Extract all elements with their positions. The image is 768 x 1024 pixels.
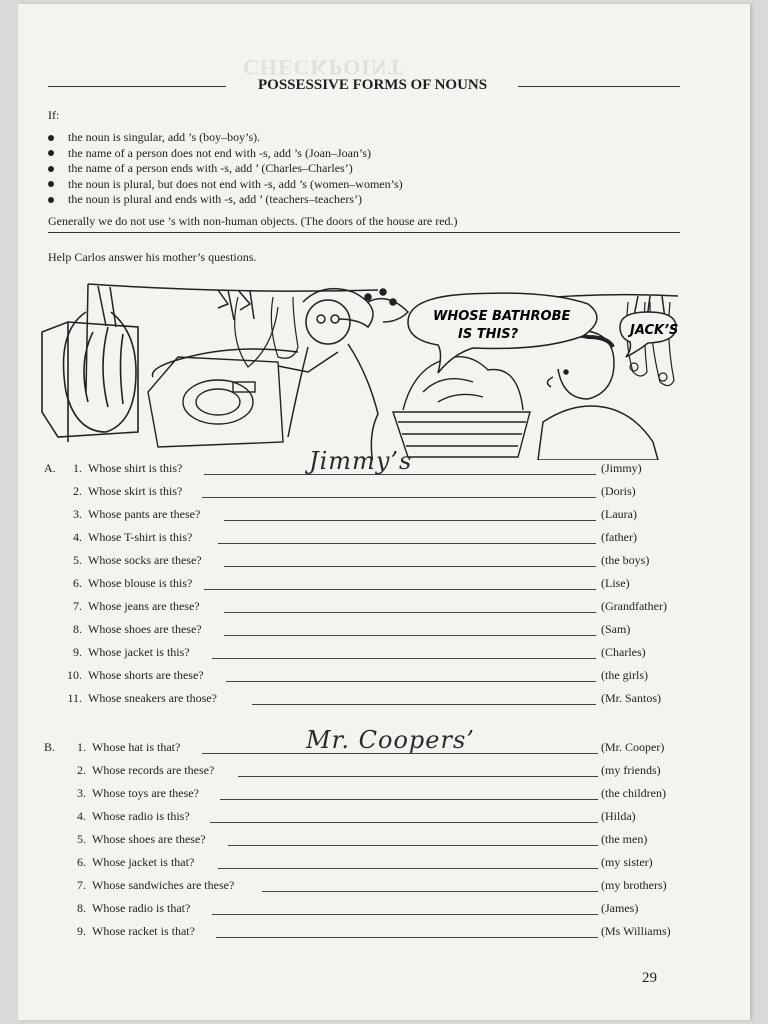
page-number: 29	[642, 970, 657, 986]
question-text: Whose jeans are these?	[88, 599, 200, 613]
hint-text: (Mr. Santos)	[601, 691, 661, 705]
dryer	[148, 357, 283, 447]
worksheet-page	[18, 4, 750, 1020]
section-a-item-3: 3. Whose pants are these? (Laura)	[73, 507, 637, 521]
title-rule-right	[518, 86, 680, 87]
answer-line[interactable]	[228, 845, 598, 846]
section-b-item-7: 7. Whose sandwiches are these? (my brothers)	[77, 878, 667, 892]
section-a-item-6: 6. Whose blouse is this? (Lise)	[73, 576, 630, 590]
question-text: Whose T-shirt is this?	[88, 530, 193, 544]
hint-text: (Lise)	[601, 576, 630, 590]
title-rule-left	[48, 86, 226, 87]
page-title: POSSESSIVE FORMS OF NOUNS	[258, 77, 488, 93]
answer-line[interactable]	[226, 681, 596, 682]
section-a-item-11: 11. Whose sneakers are those? (Mr. Santos)	[67, 691, 661, 705]
answer-line[interactable]	[262, 891, 598, 892]
hint-text: (the girls)	[601, 668, 648, 682]
carlos-figure	[538, 330, 658, 460]
answer-line[interactable]	[216, 937, 598, 938]
question-text: Whose sneakers are those?	[88, 691, 217, 705]
laundry-illustration	[38, 272, 678, 460]
hint-text: (the men)	[601, 832, 648, 846]
mother-figure	[152, 289, 408, 460]
hint-text: (my sister)	[601, 855, 653, 869]
question-text: Whose jacket is this?	[88, 645, 190, 659]
answer-line[interactable]	[224, 520, 596, 521]
section-b-item-2: 2. Whose records are these? (my friends)	[77, 763, 661, 777]
instruction-text: Help Carlos answer his mother’s questions.	[48, 250, 257, 264]
section-b-item-9: 9. Whose racket is that? (Ms Williams)	[77, 924, 671, 938]
question-text: Whose shirt is this?	[88, 461, 183, 475]
hint-text: (Hilda)	[601, 809, 636, 823]
hint-text: (Mr. Cooper)	[601, 740, 665, 754]
hint-text: (Laura)	[601, 507, 637, 521]
question-text: Whose skirt is this?	[88, 484, 183, 498]
question-text: Whose pants are these?	[88, 507, 201, 521]
answer-line[interactable]	[224, 635, 596, 636]
handwritten-answer: Mr. Coopers’	[306, 726, 475, 754]
answer-line[interactable]	[220, 799, 598, 800]
hint-text: (Grandfather)	[601, 599, 667, 613]
rule-item: the name of a person ends with -s, add ’ (Charles–Charles’)	[48, 161, 403, 177]
rules-list	[48, 130, 403, 208]
question-text: Whose socks are these?	[88, 553, 202, 567]
bullet-icon	[48, 166, 54, 172]
answer-line[interactable]	[252, 704, 596, 705]
laundry-basket	[393, 357, 530, 457]
question-text: Whose jacket is that?	[92, 855, 195, 869]
section-a-item-7: 7. Whose jeans are these? (Grandfather)	[73, 599, 667, 613]
answer-line[interactable]	[218, 868, 598, 869]
hint-text: (my brothers)	[601, 878, 667, 892]
section-a-item-10: 10. Whose shorts are these? (the girls)	[67, 668, 648, 682]
answer-line[interactable]	[218, 543, 596, 544]
washing-machine	[42, 312, 138, 442]
section-a-label: A.	[44, 461, 56, 475]
question-text: Whose blouse is this?	[88, 576, 193, 590]
section-b-item-4: 4. Whose radio is this? (Hilda)	[77, 809, 636, 823]
title-row	[48, 77, 680, 99]
speech-line-2: IS THIS?	[458, 327, 519, 342]
answer-line[interactable]	[204, 589, 596, 590]
section-a-item-5: 5. Whose socks are these? (the boys)	[73, 553, 650, 567]
reply-text: JACK’S	[630, 323, 678, 338]
answer-line[interactable]	[202, 497, 596, 498]
hint-text: (Jimmy)	[601, 461, 642, 475]
section-a-item-4: 4. Whose T-shirt is this? (father)	[73, 530, 637, 544]
rule-item: the noun is singular, add ’s (boy–boy’s).	[48, 130, 403, 146]
question-text: Whose sandwiches are these?	[92, 878, 235, 892]
section-b-item-6: 6. Whose jacket is that? (my sister)	[77, 855, 653, 869]
bullet-icon	[48, 150, 54, 156]
bullet-icon	[48, 197, 54, 203]
handwritten-answer: Jimmy’s	[309, 447, 413, 475]
hint-text: (Doris)	[601, 484, 636, 498]
section-a-item-9: 9. Whose jacket is this? (Charles)	[73, 645, 646, 659]
answer-line[interactable]	[212, 658, 596, 659]
bullet-icon	[48, 181, 54, 187]
answer-line[interactable]	[224, 566, 596, 567]
hint-text: (Sam)	[601, 622, 631, 636]
question-text: Whose shoes are these?	[88, 622, 202, 636]
section-b-item-1: B. 1. Whose hat is that? Mr. Coopers’ (Mr. Cooper)	[44, 726, 665, 754]
section-b-item-5: 5. Whose shoes are these? (the men)	[77, 832, 648, 846]
answer-line[interactable]	[210, 822, 598, 823]
section-a-item-8: 8. Whose shoes are these? (Sam)	[73, 622, 631, 636]
section-b-item-3: 3. Whose toys are these? (the children)	[77, 786, 666, 800]
rule-item: the noun is plural and ends with -s, add ’ (teachers–teachers’)	[48, 192, 403, 208]
answer-line[interactable]	[224, 612, 596, 613]
question-text: Whose racket is that?	[92, 924, 195, 938]
question-text: Whose toys are these?	[92, 786, 199, 800]
question-text: Whose records are these?	[92, 763, 215, 777]
if-label: If:	[48, 108, 60, 122]
question-text: Whose shoes are these?	[92, 832, 206, 846]
question-text: Whose radio is that?	[92, 901, 191, 915]
speech-bubble	[408, 293, 597, 373]
section-b-item-8: 8. Whose radio is that? (James)	[77, 901, 639, 915]
general-note: Generally we do not use ’s with non-human objects. (The doors of the house are red.)	[48, 214, 680, 233]
hint-text: (James)	[601, 901, 639, 915]
section-a-item-2: 2. Whose skirt is this? (Doris)	[73, 484, 636, 498]
hint-text: (Ms Williams)	[601, 924, 671, 938]
question-text: Whose hat is that?	[92, 740, 181, 754]
rule-item: the name of a person does not end with -s, add ’s (Joan–Joan’s)	[48, 146, 403, 162]
rule-item: the noun is plural, but does not end with -s, add ’s (women–women’s)	[48, 177, 403, 193]
answer-line[interactable]	[212, 914, 598, 915]
section-b-label: B.	[44, 740, 56, 754]
question-text: Whose radio is this?	[92, 809, 190, 823]
bullet-icon	[48, 135, 54, 141]
bleed-through-heading: CHECKPOINT	[243, 55, 404, 80]
question-text: Whose shorts are these?	[88, 668, 204, 682]
hint-text: (the children)	[601, 786, 666, 800]
answer-line[interactable]	[238, 776, 598, 777]
section-a-item-1: A. 1. Whose shirt is this? Jimmy’s (Jimmy)	[44, 447, 642, 475]
hint-text: (my friends)	[601, 763, 661, 777]
speech-line-1: WHOSE BATHROBE	[433, 309, 571, 324]
hint-text: (father)	[601, 530, 637, 544]
hint-text: (the boys)	[601, 553, 650, 567]
hint-text: (Charles)	[601, 645, 646, 659]
